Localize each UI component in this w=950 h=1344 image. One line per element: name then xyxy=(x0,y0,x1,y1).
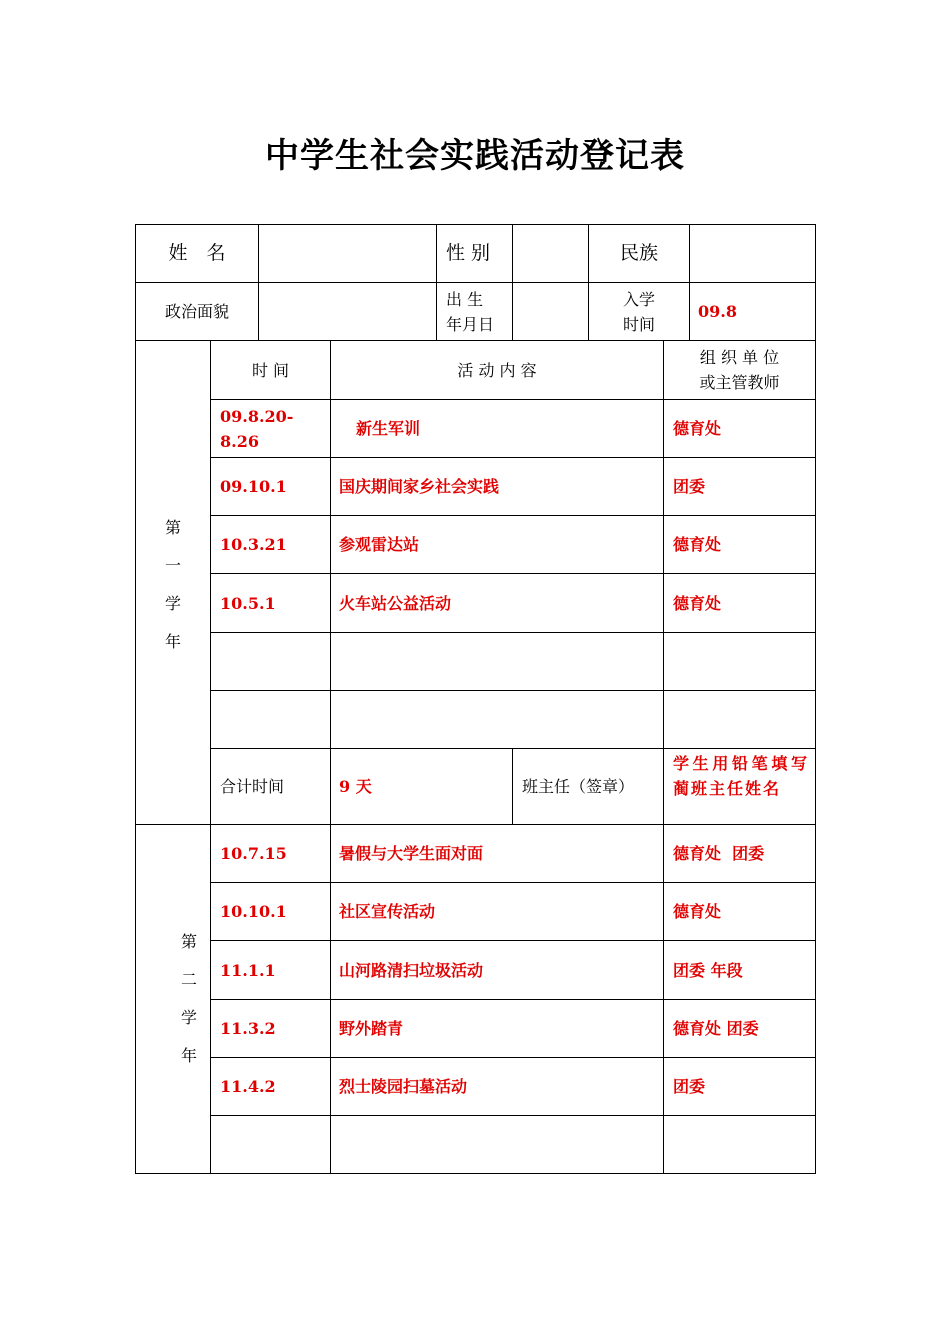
year1-row3-content: 参观雷达站 xyxy=(339,535,420,554)
year2-label-char: 年 xyxy=(180,1046,197,1065)
birth-label xyxy=(446,287,512,337)
year2-row4-content: 野外踏青 xyxy=(339,1019,404,1038)
year2-label-char: 学 xyxy=(180,1008,197,1027)
year2-row4-time: 11.3.2 xyxy=(220,1019,276,1038)
year1-row3-time: 10.3.21 xyxy=(220,535,287,554)
col-time-header: 时 间 xyxy=(251,360,290,380)
year1-label-char: 第 xyxy=(164,518,181,537)
year2-row2-content: 社区宣传活动 xyxy=(339,902,436,921)
year1-row4-org: 德育处 xyxy=(673,593,722,613)
enroll-label-line1: 入学 xyxy=(622,290,655,309)
col-org-header-line1: 组 织 单 位 xyxy=(699,348,780,367)
year2-row3-org: 团委 年段 xyxy=(673,960,743,980)
year2-row2-org: 德育处 xyxy=(673,902,722,921)
col-content-header: 活 动 内 容 xyxy=(457,360,537,380)
year1-row2-org: 团委 xyxy=(673,477,706,496)
year2-row1-time: 10.7.15 xyxy=(220,844,287,863)
year2-row5-org: 团委 xyxy=(673,1077,706,1096)
year2-row2-time: 10.10.1 xyxy=(220,902,287,921)
year2-row4-org: 德育处 团委 xyxy=(673,1019,759,1038)
ethnicity-field[interactable] xyxy=(690,225,815,282)
year1-row4-time: 10.5.1 xyxy=(220,593,276,613)
year2-row1-content: 暑假与大学生面对面 xyxy=(339,844,484,863)
year1-row2-content: 国庆期间家乡社会实践 xyxy=(339,477,500,496)
name-label: 姓 名 xyxy=(168,242,226,264)
col-org-header xyxy=(664,345,815,395)
name-field[interactable] xyxy=(259,225,436,282)
col-org-header-line2: 或主管教师 xyxy=(699,373,780,392)
enroll-value: 09.8 xyxy=(698,302,737,321)
year1-row1-content: 新生军训 xyxy=(356,419,421,438)
year2-row5-time: 11.4.2 xyxy=(220,1077,276,1096)
year1-label xyxy=(136,505,210,665)
ethnicity-label: 民族 xyxy=(619,242,658,264)
birth-label-line2: 年月日 xyxy=(446,315,495,334)
year2-label xyxy=(152,924,226,1074)
political-label: 政治面貌 xyxy=(164,302,229,321)
year1-label-char: 年 xyxy=(164,632,181,651)
year1-row1-org: 德育处 xyxy=(673,419,722,438)
teacher-note: 学生用铅笔填写蔺班主任姓名 xyxy=(673,754,809,798)
total-time-value: 9 天 xyxy=(339,777,372,796)
enroll-label-line2: 时间 xyxy=(622,315,655,334)
birth-field[interactable] xyxy=(513,283,588,340)
year1-row2-time: 09.10.1 xyxy=(220,477,287,496)
year1-row4-content: 火车站公益活动 xyxy=(339,593,452,613)
political-field[interactable] xyxy=(259,283,436,340)
year2-row3-content: 山河路清扫垃圾活动 xyxy=(339,960,484,980)
year1-label-char: 学 xyxy=(164,594,181,613)
year2-label-char: 二 xyxy=(180,970,197,989)
birth-label-line1: 出 生 xyxy=(446,290,484,309)
gender-field[interactable] xyxy=(513,225,588,282)
year2-row1-org: 德育处 团委 xyxy=(673,844,765,863)
year1-row3-org: 德育处 xyxy=(673,535,722,554)
year2-row5-content: 烈士陵园扫墓活动 xyxy=(339,1077,468,1096)
year1-row1-time: 09.8.20-8.26 xyxy=(220,406,294,451)
year2-label-char: 第 xyxy=(180,932,197,951)
enroll-label xyxy=(589,287,689,337)
page-title: 中学生社会实践活动登记表 xyxy=(265,136,685,176)
gender-label: 性 别 xyxy=(446,242,491,264)
year2-row3-time: 11.1.1 xyxy=(220,960,276,980)
year1-label-char: 一 xyxy=(164,556,181,575)
teacher-label: 班主任（签章） xyxy=(522,777,635,796)
total-time-label: 合计时间 xyxy=(220,777,285,796)
